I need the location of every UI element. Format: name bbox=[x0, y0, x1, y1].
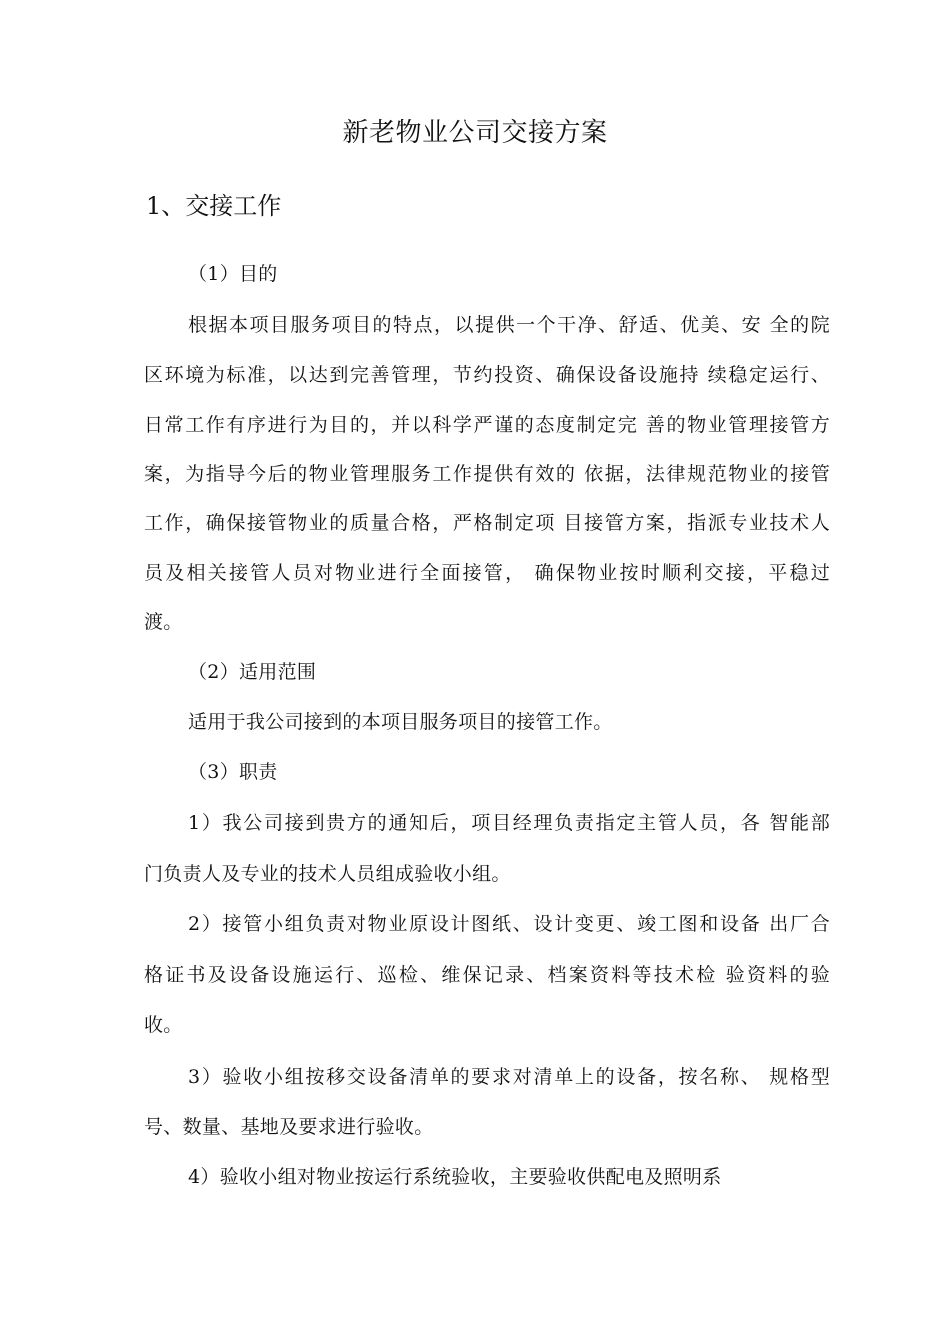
purpose-line: 区环境为标准，以达到完善管理，节约投资、确保设备设施持 续稳定运行、 bbox=[144, 364, 830, 386]
duty-item-3-line: 号、数量、基地及要求进行验收。 bbox=[144, 1116, 434, 1138]
duty-item-4-line: 4）验收小组对物业按运行系统验收，主要验收供配电及照明系 bbox=[188, 1166, 722, 1188]
purpose-line: 员及相关接管人员对物业进行全面接管， 确保物业按时顺利交接，平稳过 bbox=[144, 562, 830, 584]
purpose-line: 日常工作有序进行为目的，并以科学严谨的态度制定完 善的物业管理接管方 bbox=[144, 414, 830, 436]
purpose-heading: （1）目的 bbox=[188, 263, 278, 285]
duty-item-2-line: 格证书及设备设施运行、巡检、维保记录、档案资料等技术检 验资料的验 bbox=[144, 964, 830, 986]
duty-item-2-line: 收。 bbox=[144, 1014, 183, 1036]
purpose-line: 工作，确保接管物业的质量合格，严格制定项 目接管方案，指派专业技术人 bbox=[144, 512, 830, 534]
purpose-line: 根据本项目服务项目的特点，以提供一个干净、舒适、优美、安 全的院 bbox=[188, 314, 830, 336]
purpose-line: 案，为指导今后的物业管理服务工作提供有效的 依据，法律规范物业的接管 bbox=[144, 463, 830, 485]
duty-item-3-line: 3）验收小组按移交设备清单的要求对清单上的设备，按名称、 规格型 bbox=[188, 1066, 830, 1088]
document-title: 新老物业公司交接方案 bbox=[342, 118, 608, 148]
scope-heading: （2）适用范围 bbox=[188, 661, 317, 683]
duty-item-1-line: 门负责人及专业的技术人员组成验收小组。 bbox=[144, 863, 511, 885]
purpose-line: 渡。 bbox=[144, 611, 183, 633]
duty-item-2-line: 2）接管小组负责对物业原设计图纸、设计变更、竣工图和设备 出厂合 bbox=[188, 913, 830, 935]
duty-item-1-line: 1）我公司接到贵方的通知后，项目经理负责指定主管人员，各 智能部 bbox=[188, 812, 830, 834]
section-heading: 1、交接工作 bbox=[146, 192, 282, 220]
duties-heading: （3）职责 bbox=[188, 761, 278, 783]
scope-text: 适用于我公司接到的本项目服务项目的接管工作。 bbox=[188, 711, 613, 733]
